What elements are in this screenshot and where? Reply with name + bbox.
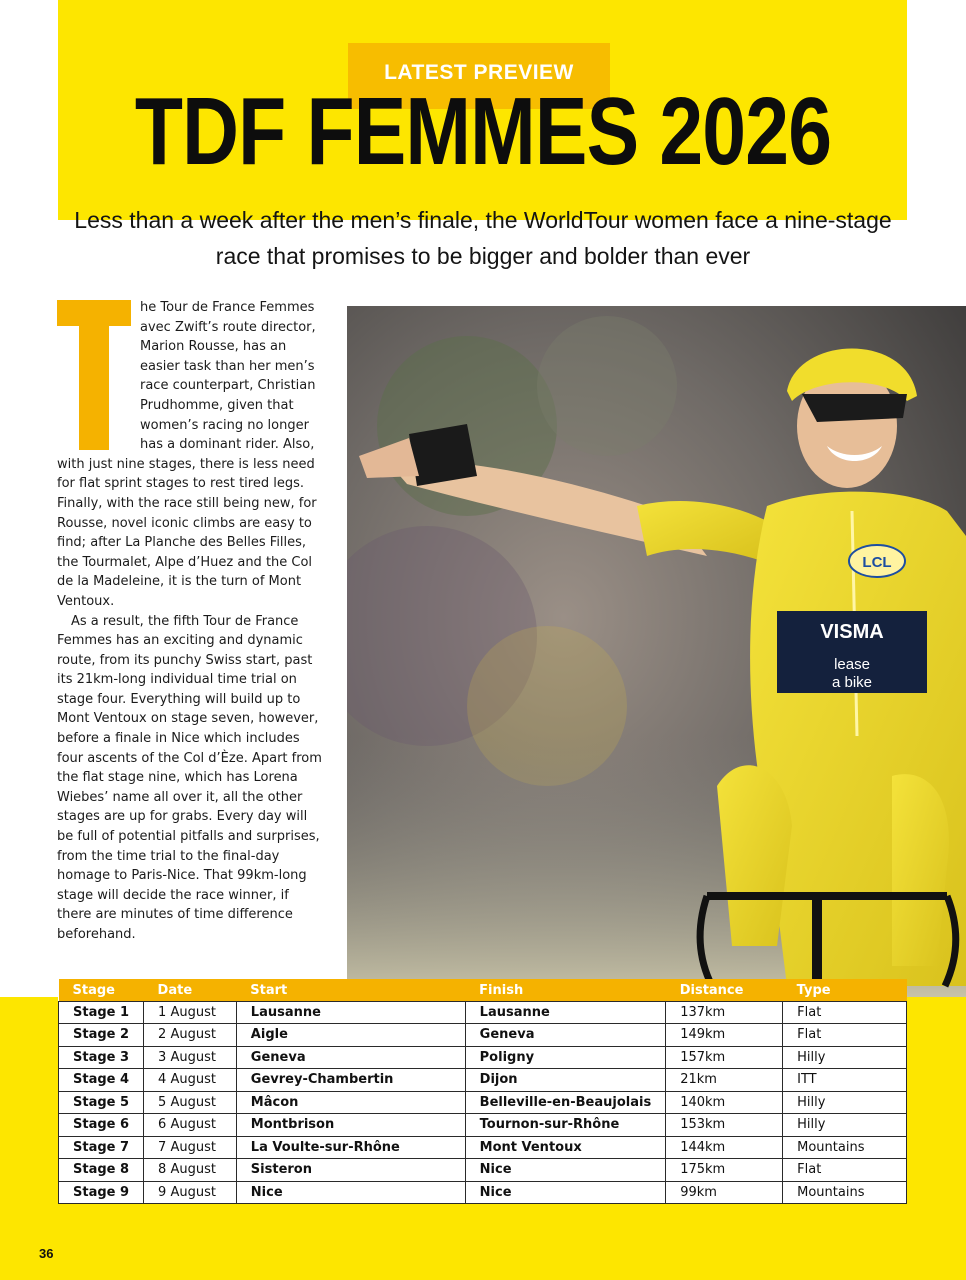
table-row [59, 1181, 907, 1204]
cell-distance: 175km [666, 1159, 783, 1182]
cell-type: Mountains [783, 1181, 907, 1204]
page-title: TDF FEMMES 2026 [134, 78, 832, 185]
stage-table [58, 979, 907, 1204]
cell-distance: 153km [666, 1114, 783, 1137]
cell-start: Gevrey-Chambertin [236, 1069, 465, 1092]
cell-start: Montbrison [236, 1114, 465, 1137]
table-row [59, 1024, 907, 1047]
cell-type: Hilly [783, 1091, 907, 1114]
cell-type: Flat [783, 1024, 907, 1047]
cell-start: Mâcon [236, 1091, 465, 1114]
cell-finish: Tournon-sur-Rhône [465, 1114, 666, 1137]
table-row [59, 1069, 907, 1092]
cell-stage: Stage 1 [59, 1001, 144, 1024]
cell-distance: 99km [666, 1181, 783, 1204]
cell-start: Geneva [236, 1046, 465, 1069]
cell-distance: 137km [666, 1001, 783, 1024]
page-number: 36 [39, 1246, 54, 1261]
cell-start: Lausanne [236, 1001, 465, 1024]
table-row [59, 1159, 907, 1182]
cell-distance: 149km [666, 1024, 783, 1047]
cell-stage: Stage 5 [59, 1091, 144, 1114]
cell-type: ITT [783, 1069, 907, 1092]
rider-illustration [347, 306, 966, 998]
cell-date: 6 August [144, 1114, 237, 1137]
table-row [59, 1136, 907, 1159]
cell-finish: Mont Ventoux [465, 1136, 666, 1159]
col-header-finish: Finish [479, 983, 524, 999]
kicker-label: LATEST PREVIEW [348, 43, 610, 109]
cell-stage: Stage 2 [59, 1024, 144, 1047]
cell-start: La Voulte-sur-Rhône [236, 1136, 465, 1159]
table-row [59, 1046, 907, 1069]
cell-finish: Poligny [465, 1046, 666, 1069]
cell-date: 5 August [144, 1091, 237, 1114]
col-header-type: Type [796, 983, 831, 999]
article-body [57, 298, 327, 945]
col-header-start: Start [250, 983, 288, 999]
cell-finish: Nice [465, 1159, 666, 1182]
cell-stage: Stage 3 [59, 1046, 144, 1069]
table-header-row [59, 979, 907, 1001]
svg-text:VISMA: VISMA [820, 621, 884, 643]
cell-finish: Dijon [465, 1069, 666, 1092]
cell-distance: 144km [666, 1136, 783, 1159]
cell-date: 2 August [144, 1024, 237, 1047]
cell-start: Sisteron [236, 1159, 465, 1182]
cell-distance: 157km [666, 1046, 783, 1069]
cell-date: 8 August [144, 1159, 237, 1182]
svg-text:a bike: a bike [831, 674, 873, 691]
svg-text:lease: lease [834, 656, 870, 673]
cell-stage: Stage 9 [59, 1181, 144, 1204]
col-header-date: Date [157, 983, 193, 999]
cell-stage: Stage 7 [59, 1136, 144, 1159]
svg-text:LCL: LCL [862, 554, 892, 571]
cell-date: 4 August [144, 1069, 237, 1092]
cell-finish: Belleville-en-Beaujolais [465, 1091, 666, 1114]
table-row [59, 1001, 907, 1024]
cell-start: Aigle [236, 1024, 465, 1047]
cell-date: 7 August [144, 1136, 237, 1159]
cell-type: Flat [783, 1159, 907, 1182]
cell-finish: Lausanne [465, 1001, 666, 1024]
article-paragraph-1: he Tour de France Femmes avec Zwift’s route director, Marion Rousse, has an easier task than her men’s race counterpart, Christian Prudhomme, given that women’s racing no longer has a dominant rider. Also, with just nine stages, there is less need for flat sprint stages to rest tired legs. Finally, with the race still being new, for Rousse, novel iconic climbs are easy to find; after La Planche des Belles Filles, the Tourmalet, Alpe d’Huez and the Col de la Madeleine, it is the turn of Mont Ventoux. [57, 300, 317, 609]
standfirst: Less than a week after the men’s finale, the WorldTour women face a nine-stage race that promises to be bigger and bolder than ever [74, 207, 892, 269]
cell-type: Flat [783, 1001, 907, 1024]
cell-stage: Stage 4 [59, 1069, 144, 1092]
cell-start: Nice [236, 1181, 465, 1204]
cell-type: Mountains [783, 1136, 907, 1159]
cell-stage: Stage 8 [59, 1159, 144, 1182]
cell-type: Hilly [783, 1046, 907, 1069]
cell-date: 1 August [144, 1001, 237, 1024]
table-row [59, 1091, 907, 1114]
col-header-stage: Stage [72, 983, 115, 999]
cell-stage: Stage 6 [59, 1114, 144, 1137]
table-row [59, 1114, 907, 1137]
cell-distance: 21km [666, 1069, 783, 1092]
cell-type: Hilly [783, 1114, 907, 1137]
cell-distance: 140km [666, 1091, 783, 1114]
cell-date: 3 August [144, 1046, 237, 1069]
cell-finish: Nice [465, 1181, 666, 1204]
cell-date: 9 August [144, 1181, 237, 1204]
dropcap [57, 300, 131, 450]
col-header-distance: Distance [679, 983, 744, 999]
article-paragraph-2: As a result, the fifth Tour de France Femmes has an exciting and dynamic route, from its punchy Swiss start, past its 21km-long individual time trial on stage four. Everything will build up to Mont Ventoux on stage seven, however, before a finale in Nice which includes four ascents of the Col d’Èze. Apart from the flat stage nine, which has Lorena Wiebes’ name all over it, all the other stages are up for grabs. Every day will be full of potential pitfalls and surprises, from the time trial to the final-day homage to Paris-Nice. That 99km-long stage will decide the race winner, if there are minutes of time difference beforehand. [57, 613, 322, 942]
cell-finish: Geneva [465, 1024, 666, 1047]
hero-photo [347, 306, 966, 998]
